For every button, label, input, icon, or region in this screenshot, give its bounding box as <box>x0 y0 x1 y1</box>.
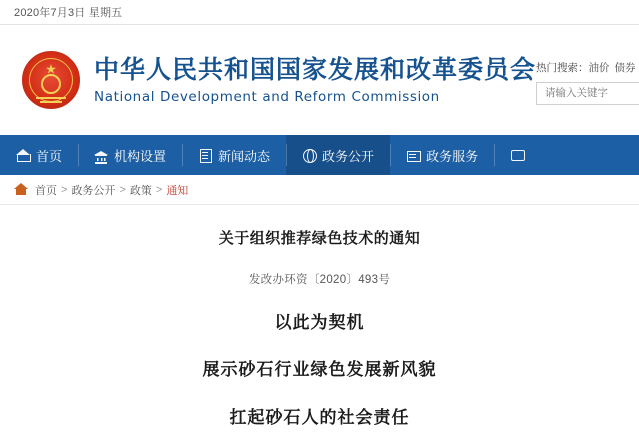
nav-item-news[interactable] <box>182 135 286 175</box>
site-title-en: National Development and Reform Commission <box>94 89 440 105</box>
hot-search-line <box>536 60 639 75</box>
home-icon[interactable] <box>14 183 28 196</box>
nav-item-home[interactable] <box>0 135 78 175</box>
breadcrumb-item-current: 通知 <box>166 184 189 197</box>
lead-line: 扛起砂石人的社会责任 <box>229 407 410 428</box>
search-input[interactable] <box>543 86 639 100</box>
lead-line: 展示砂石行业绿色发展新风貌 <box>202 360 437 381</box>
folder-icon <box>406 148 420 162</box>
hot-search-label: 热门搜索： <box>536 61 589 74</box>
site-title-block <box>94 55 536 105</box>
nav-item-organization[interactable] <box>78 135 182 175</box>
main-nav <box>0 135 639 175</box>
document-number: 发改办环资〔2020〕493号 <box>248 274 391 286</box>
nav-label-home: 首页 <box>36 149 63 165</box>
nav-item-government-affairs[interactable] <box>286 135 390 175</box>
article-lead <box>60 313 579 428</box>
breadcrumb-item-0[interactable]: 首页 <box>35 184 57 197</box>
home-icon <box>16 148 30 162</box>
breadcrumb-separator: > <box>119 183 126 196</box>
bank-icon <box>94 148 108 162</box>
globe-icon <box>302 148 316 162</box>
site-title-cn: 中华人民共和国国家发展和改革委员会 <box>94 55 537 84</box>
nav-label-services: 政务服务 <box>426 149 479 165</box>
article-body <box>0 205 639 428</box>
hot-search-link-1[interactable]: 债券 <box>614 61 636 74</box>
national-emblem-icon: ★ <box>22 51 80 109</box>
site-masthead <box>0 25 639 135</box>
hot-search-link-0[interactable]: 油价 <box>588 61 610 74</box>
breadcrumb-item-2[interactable]: 政策 <box>129 184 152 197</box>
date-bar <box>0 0 639 25</box>
page-title: 关于组织推荐绿色技术的通知 <box>218 229 421 247</box>
lead-line: 以此为契机 <box>274 313 365 333</box>
breadcrumb <box>0 175 639 205</box>
chat-icon <box>510 148 524 162</box>
nav-item-interaction[interactable] <box>494 135 546 175</box>
nav-label-government-affairs: 政务公开 <box>322 149 375 165</box>
breadcrumb-separator: > <box>155 183 163 196</box>
breadcrumb-item-1[interactable]: 政务公开 <box>71 184 116 197</box>
nav-item-services[interactable] <box>390 135 494 175</box>
search-box[interactable] <box>536 82 639 105</box>
breadcrumb-separator: > <box>61 183 68 196</box>
document-icon <box>198 148 212 162</box>
nav-label-organization: 机构设置 <box>114 149 167 165</box>
search-area <box>536 60 639 105</box>
current-date: 2020年7月3日 星期五 <box>14 7 123 19</box>
nav-label-news: 新闻动态 <box>218 149 271 165</box>
